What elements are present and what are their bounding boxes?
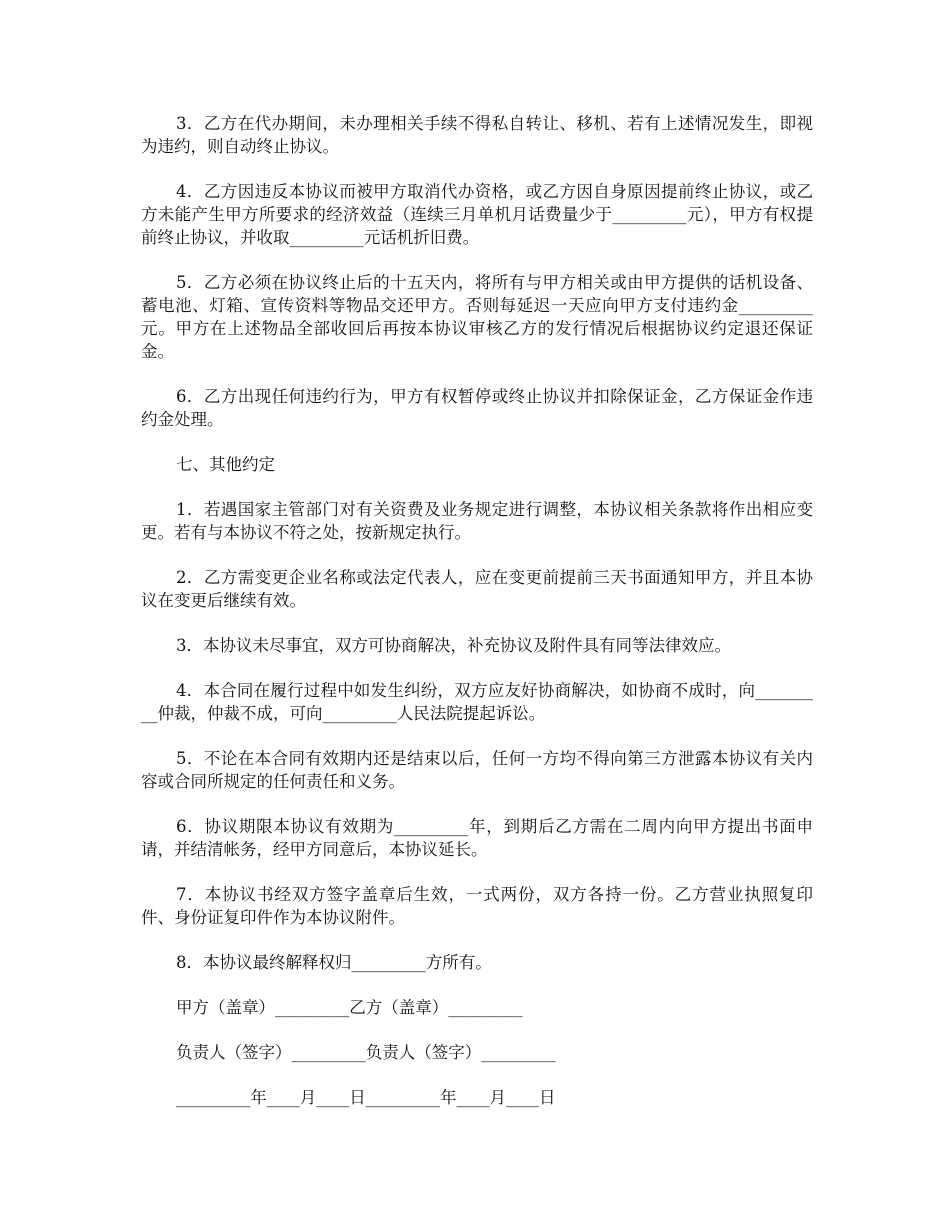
section-heading-other-terms: 七、其他约定	[176, 455, 275, 474]
clause-6-5: 5．乙方必须在协议终止后的十五天内，将所有与甲方相关或由甲方提供的话机设备、蓄电池、灯箱、宣传资料等物品交还甲方。否则每延迟一天应向甲方支付违约金_________元。甲方在上述物品全部收回后再按本协议审核乙方的发行情况后根据协议约定退还保证金。	[141, 273, 813, 361]
clause-7-7: 7．本协议书经双方签字盖章后生效，一式两份，双方各持一份。乙方营业执照复印件、身份证复印件作为本协议附件。	[141, 885, 813, 927]
clause-6-6: 6．乙方出现任何违约行为，甲方有权暂停或终止协议并扣除保证金，乙方保证金作违约金处理。	[141, 387, 813, 429]
clause-7-3: 3．本协议未尽事宜，双方可协商解决，补充协议及附件具有同等法律效应。	[176, 636, 731, 655]
clause-7-2: 2．乙方需变更企业名称或法定代表人，应在变更前提前三天书面通知甲方，并且本协议在变更后继续有效。	[141, 568, 813, 610]
clause-7-4: 4．本合同在履行过程中如发生纠纷，双方应友好协商解决，如协商不成时，向_________仲裁，仲裁不成，可向_________人民法院提起诉讼。	[141, 681, 813, 723]
seal-line: 甲方（盖章）_________乙方（盖章）_________	[176, 998, 523, 1017]
clause-7-1: 1．若遇国家主管部门对有关资费及业务规定进行调整，本协议相关条款将作出相应变更。若有与本协议不符之处，按新规定执行。	[141, 500, 813, 542]
document-page	[141, 112, 813, 1109]
signature-line: 负责人（签字）_________负责人（签字）_________	[176, 1043, 556, 1062]
clause-7-5: 5．不论在本合同有效期内还是结束以后，任何一方均不得向第三方泄露本协议有关内容或合同所规定的任何责任和义务。	[141, 749, 813, 791]
clause-7-8: 8．本协议最终解释权归_________方所有。	[176, 953, 492, 972]
clause-6-4: 4．乙方因违反本协议而被甲方取消代办资格，或乙方因自身原因提前终止协议，或乙方未能产生甲方所要求的经济效益（连续三月单机月话费量少于_________元），甲方有权提前终止协议，并收取_________元话机折旧费。	[141, 182, 813, 247]
clause-6-3: 3．乙方在代办期间，未办理相关手续不得私自转让、移机、若有上述情况发生，即视为违约，则自动终止协议。	[141, 114, 813, 156]
date-line: _________年____月____日_________年____月____日	[176, 1088, 556, 1107]
clause-7-6: 6．协议期限本协议有效期为_________年，到期后乙方需在二周内向甲方提出书面申请，并结清帐务，经甲方同意后，本协议延长。	[141, 817, 813, 859]
